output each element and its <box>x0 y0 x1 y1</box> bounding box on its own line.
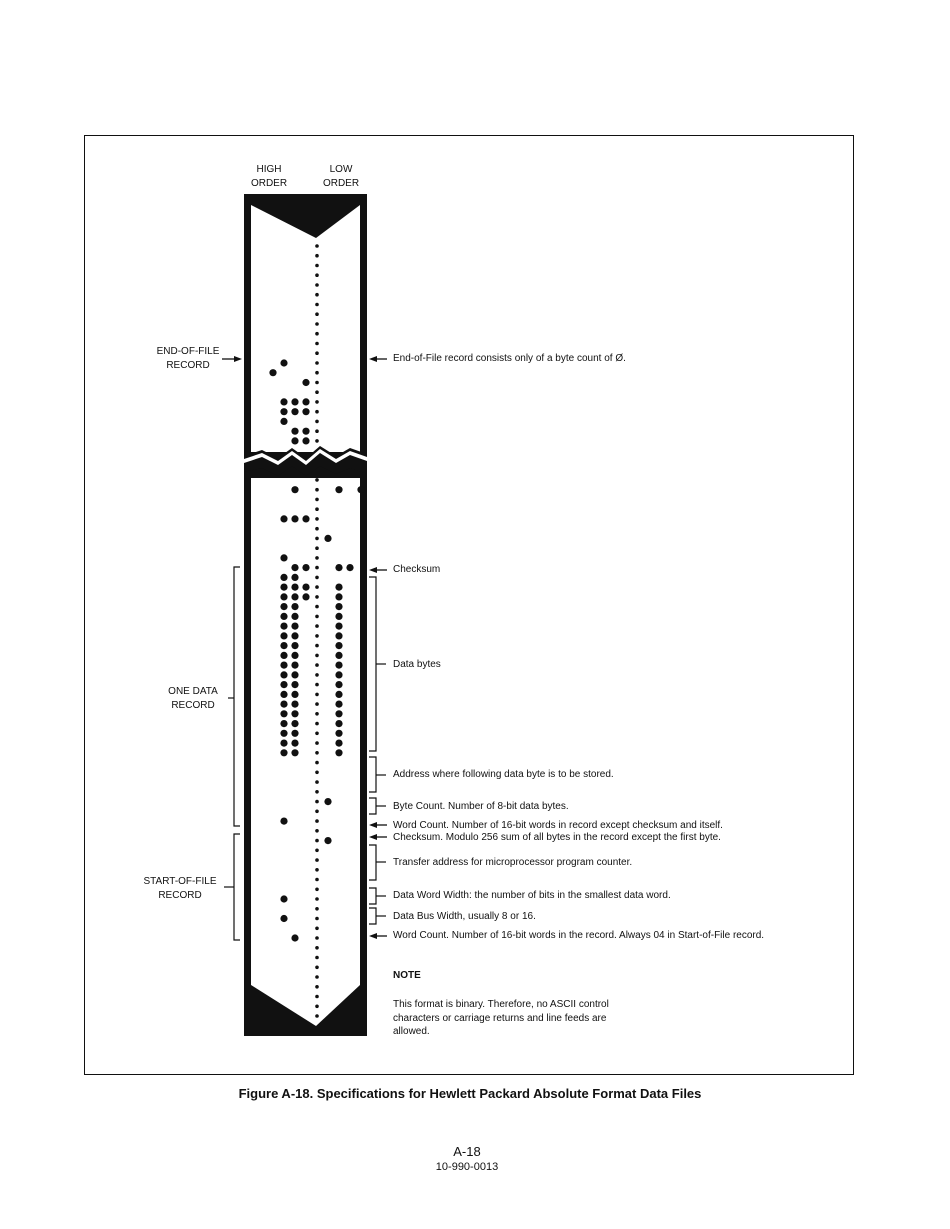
sprocket-hole <box>315 829 319 833</box>
annotation-arrow <box>369 567 387 573</box>
data-hole <box>291 749 298 756</box>
data-hole <box>335 623 342 630</box>
data-hole <box>335 564 342 571</box>
data-hole <box>280 554 287 561</box>
sprocket-hole <box>315 917 319 921</box>
data-hole <box>335 584 342 591</box>
sprocket-hole <box>315 995 319 999</box>
data-hole <box>291 642 298 649</box>
sprocket-hole <box>315 702 319 706</box>
data-hole <box>335 632 342 639</box>
sprocket-hole <box>315 351 319 355</box>
sprocket-hole <box>315 897 319 901</box>
high-order-text: HIGH ORDER <box>250 164 288 189</box>
sprocket-hole <box>315 361 319 365</box>
data-hole <box>280 623 287 630</box>
annotation-arrow <box>369 356 387 362</box>
word-width-bracket <box>369 888 376 904</box>
annotation-word-width: Data Word Width: the number of bits in the smallest data word. <box>393 890 671 901</box>
sprocket-hole <box>315 800 319 804</box>
sprocket-hole <box>315 966 319 970</box>
bus-width-bracket <box>369 908 376 924</box>
data-hole <box>280 662 287 669</box>
data-hole <box>280 632 287 639</box>
sprocket-hole <box>315 975 319 979</box>
sprocket-hole <box>315 663 319 667</box>
sprocket-hole <box>315 264 319 268</box>
sprocket-hole <box>315 790 319 794</box>
data-hole <box>280 515 287 522</box>
data-hole <box>280 895 287 902</box>
sprocket-hole <box>315 595 319 599</box>
sprocket-hole <box>315 303 319 307</box>
sprocket-hole <box>315 946 319 950</box>
sprocket-hole <box>315 429 319 433</box>
sprocket-hole <box>315 244 319 248</box>
annotation-arrow <box>369 933 387 939</box>
data-hole <box>302 584 309 591</box>
sprocket-hole <box>315 1014 319 1018</box>
annotation-address: Address where following data byte is to be stored. <box>393 769 614 780</box>
sprocket-hole <box>315 771 319 775</box>
data-hole <box>291 681 298 688</box>
sprocket-hole <box>315 478 319 482</box>
sprocket-hole <box>315 751 319 755</box>
sprocket-hole <box>315 956 319 960</box>
eof-left-arrow <box>222 356 242 362</box>
data-record-text: ONE DATA RECORD <box>168 686 218 711</box>
sprocket-hole <box>315 439 319 443</box>
sprocket-hole <box>315 605 319 609</box>
sprocket-hole <box>315 644 319 648</box>
data-hole <box>280 749 287 756</box>
data-hole <box>280 701 287 708</box>
document-number: 10-990-0013 <box>435 1161 499 1173</box>
sprocket-hole <box>315 371 319 375</box>
sprocket-hole <box>315 400 319 404</box>
data-hole <box>302 398 309 405</box>
data-hole <box>291 623 298 630</box>
data-hole <box>335 652 342 659</box>
data-hole <box>291 662 298 669</box>
sprocket-hole <box>315 761 319 765</box>
data-hole <box>280 652 287 659</box>
transfer-bracket <box>369 845 376 880</box>
sprocket-hole <box>315 390 319 394</box>
data-hole <box>280 691 287 698</box>
eof-record-text: END-OF-FILE RECORD <box>156 346 220 371</box>
sprocket-hole <box>315 907 319 911</box>
data-hole <box>291 710 298 717</box>
sprocket-hole <box>315 780 319 784</box>
data-hole <box>291 593 298 600</box>
data-hole <box>291 574 298 581</box>
data-hole <box>291 486 298 493</box>
annotation-checksum: Checksum <box>393 564 441 575</box>
annotation-word-count: Word Count. Number of 16-bit words in record except checksum and itself. <box>393 820 723 831</box>
sprocket-hole <box>315 654 319 658</box>
data-hole <box>291 584 298 591</box>
data-hole <box>291 437 298 444</box>
data-hole <box>280 818 287 825</box>
sprocket-hole <box>315 634 319 638</box>
data-hole <box>291 701 298 708</box>
sprocket-hole <box>315 868 319 872</box>
data-hole <box>335 603 342 610</box>
sprocket-hole <box>315 332 319 336</box>
data-hole <box>302 515 309 522</box>
sprocket-hole <box>315 527 319 531</box>
sprocket-hole <box>315 556 319 560</box>
data-hole <box>280 398 287 405</box>
data-hole <box>291 564 298 571</box>
sprocket-hole <box>315 722 319 726</box>
sprocket-hole <box>315 273 319 277</box>
data-hole <box>335 691 342 698</box>
sof-record-text: START-OF-FILE RECORD <box>143 876 217 901</box>
data-hole <box>302 428 309 435</box>
data-hole <box>335 642 342 649</box>
byte-count-bracket <box>369 798 376 814</box>
address-bracket <box>369 757 376 792</box>
sprocket-hole <box>315 517 319 521</box>
sprocket-hole <box>315 585 319 589</box>
sprocket-hole <box>315 566 319 570</box>
data-hole <box>302 437 309 444</box>
data-hole <box>302 564 309 571</box>
sprocket-hole <box>315 712 319 716</box>
sprocket-hole <box>315 741 319 745</box>
data-record-bracket <box>234 567 240 826</box>
data-hole <box>335 730 342 737</box>
data-hole <box>280 418 287 425</box>
sprocket-hole <box>315 322 319 326</box>
sof-record-bracket <box>234 834 240 940</box>
data-hole <box>291 603 298 610</box>
note-body: This format is binary. Therefore, no ASCII control characters or carriage returns and line feeds are allowed. <box>393 999 609 1037</box>
data-hole <box>302 593 309 600</box>
sprocket-hole <box>315 732 319 736</box>
data-hole <box>280 730 287 737</box>
data-hole <box>346 564 353 571</box>
sprocket-hole <box>315 488 319 492</box>
sprocket-hole <box>315 985 319 989</box>
sprocket-hole <box>315 888 319 892</box>
low-order-text: LOW ORDER <box>322 164 360 189</box>
sprocket-hole <box>315 283 319 287</box>
data-hole <box>280 671 287 678</box>
data-hole <box>280 613 287 620</box>
data-hole <box>324 798 331 805</box>
right-arrows <box>369 356 387 939</box>
annotation-data-bytes: Data bytes <box>393 659 441 670</box>
annotation-checksum-modulo: Checksum. Modulo 256 sum of all bytes in the record except the first byte. <box>393 832 721 843</box>
data-hole <box>280 710 287 717</box>
annotation-arrow <box>369 822 387 828</box>
data-bytes-bracket <box>369 577 376 751</box>
data-hole <box>291 730 298 737</box>
annotation-transfer-address: Transfer address for microprocessor program counter. <box>393 857 633 868</box>
data-hole <box>280 359 287 366</box>
data-hole <box>280 681 287 688</box>
data-hole <box>291 398 298 405</box>
data-hole <box>335 701 342 708</box>
data-hole <box>324 535 331 542</box>
data-hole <box>335 681 342 688</box>
data-hole <box>335 613 342 620</box>
sprocket-hole <box>315 839 319 843</box>
data-hole <box>335 662 342 669</box>
data-hole <box>335 486 342 493</box>
data-hole <box>302 379 309 386</box>
data-hole <box>302 408 309 415</box>
sprocket-hole <box>315 936 319 940</box>
sprocket-hole <box>315 810 319 814</box>
sprocket-hole <box>315 819 319 823</box>
sprocket-hole <box>315 507 319 511</box>
data-hole <box>280 740 287 747</box>
data-hole <box>335 593 342 600</box>
figure-caption: Figure A-18. Specifications for Hewlett Packard Absolute Format Data Files <box>238 1086 702 1101</box>
data-hole <box>291 652 298 659</box>
sprocket-hole <box>315 615 319 619</box>
sprocket-hole <box>315 254 319 258</box>
sprocket-hole <box>315 342 319 346</box>
sprocket-hole <box>315 858 319 862</box>
sprocket-hole <box>315 1005 319 1009</box>
data-hole <box>291 691 298 698</box>
data-hole <box>291 934 298 941</box>
sprocket-hole <box>315 673 319 677</box>
data-hole <box>335 671 342 678</box>
sprocket-hole <box>315 420 319 424</box>
data-hole <box>291 720 298 727</box>
sprocket-hole <box>315 498 319 502</box>
annotation-eof: End-of-File record consists only of a byte count of Ø. <box>393 353 626 364</box>
sprocket-hole <box>315 312 319 316</box>
annotation-bus-width: Data Bus Width, usually 8 or 16. <box>393 911 536 922</box>
data-hole <box>291 428 298 435</box>
data-hole <box>280 642 287 649</box>
data-hole <box>280 603 287 610</box>
data-hole <box>280 720 287 727</box>
sprocket-hole <box>315 293 319 297</box>
page-number: A-18 <box>453 1144 481 1159</box>
tape-inner-bottom <box>251 478 360 1026</box>
data-hole <box>291 408 298 415</box>
data-hole <box>280 574 287 581</box>
sprocket-hole <box>315 624 319 628</box>
data-hole <box>335 720 342 727</box>
annotation-word-count-sof: Word Count. Number of 16-bit words in the record. Always 04 in Start-of-File record. <box>393 930 765 941</box>
data-hole <box>291 613 298 620</box>
data-hole <box>280 408 287 415</box>
sprocket-hole <box>315 576 319 580</box>
annotation-arrow <box>369 834 387 840</box>
sprocket-hole <box>315 878 319 882</box>
sprocket-hole <box>315 683 319 687</box>
sprocket-hole <box>315 546 319 550</box>
data-hole <box>291 515 298 522</box>
data-hole <box>291 632 298 639</box>
sprocket-hole <box>315 693 319 697</box>
sprocket-hole <box>315 537 319 541</box>
sprocket-hole <box>315 381 319 385</box>
data-hole <box>335 740 342 747</box>
data-hole <box>335 710 342 717</box>
data-hole <box>280 593 287 600</box>
data-hole <box>335 749 342 756</box>
sprocket-hole <box>315 849 319 853</box>
data-hole <box>269 369 276 376</box>
note-title: NOTE <box>393 970 421 981</box>
data-hole <box>280 915 287 922</box>
data-hole <box>291 740 298 747</box>
data-hole <box>357 486 364 493</box>
data-hole <box>280 584 287 591</box>
annotation-byte-count: Byte Count. Number of 8-bit data bytes. <box>393 801 569 812</box>
sprocket-hole <box>315 410 319 414</box>
data-hole <box>291 671 298 678</box>
data-hole <box>324 837 331 844</box>
sprocket-hole <box>315 927 319 931</box>
